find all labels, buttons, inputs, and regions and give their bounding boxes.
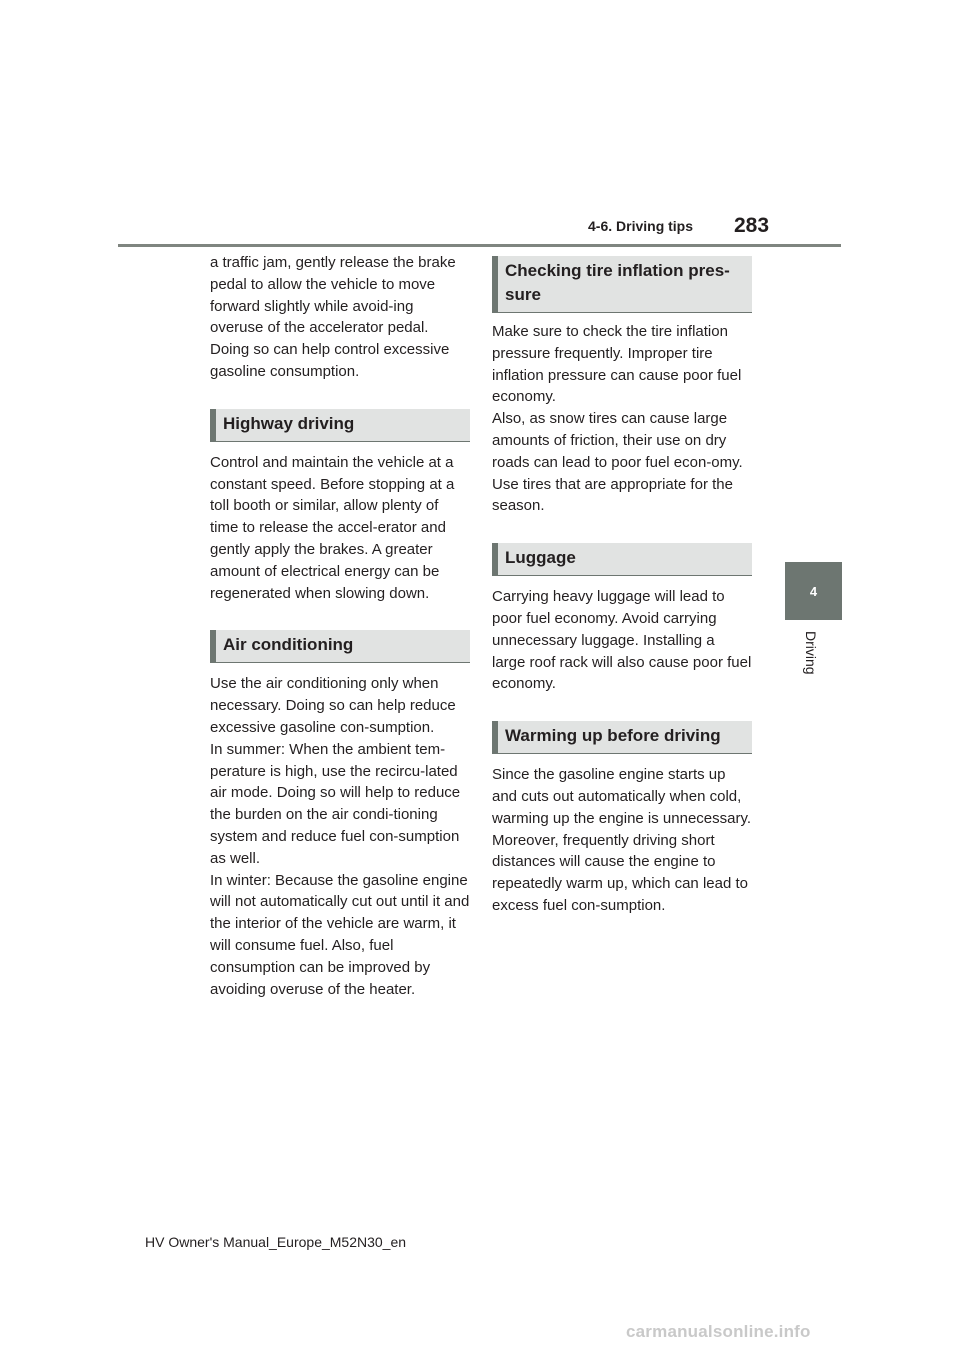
tire-paragraph-2: Also, as snow tires can cause large amounts of friction, their use on dry roads can lead to poor fuel econ-omy. Use tires that are appropriate for the season. [492,410,743,515]
right-column [492,252,752,917]
heading-warming-up: Warming up before driving [492,721,752,754]
warmup-paragraph: Since the gasoline engine starts up and cuts out automatically when cold, warming up the engine is unnecessary. Moreover, frequently driving short distances will cause the engine to repeatedly warm up, which can lead to excess fuel con-sumption. [492,766,752,914]
chapter-label: Driving [803,631,819,675]
heading-air-conditioning: Air conditioning [210,630,470,663]
ac-paragraph-2: In summer: When the ambient tem-perature is high, use the recircu-lated air mode. Doing so will help to reduce the burden on the air condi-tioning system and reduce fuel con-sumption as well. [210,740,461,867]
chapter-tab[interactable] [785,562,842,620]
heading-tire-inflation: Checking tire inflation pres-sure [492,256,752,313]
page-number: 283 [734,214,770,237]
luggage-paragraph: Carrying heavy luggage will lead to poor fuel economy. Avoid carrying unnecessary luggage. Installing a large roof rack will also cause poor fuel economy. [492,588,752,693]
heading-luggage: Luggage [492,543,752,576]
intro-paragraph: a traffic jam, gently release the brake pedal to allow the vehicle to move forward slightly while avoid-ing overuse of the accelerator pedal. Doing so can help control excessive gasoline consumption. [210,254,456,380]
ac-paragraph-1: Use the air conditioning only when necessary. Doing so can help reduce excessive gasoline con-sumption. [210,675,456,736]
tire-paragraph-1: Make sure to check the tire inflation pressure frequently. Improper tire inflation pressure can cause poor fuel economy. [492,323,742,406]
footer-manual-id: HV Owner's Manual_Europe_M52N30_en [145,1234,407,1250]
highway-paragraph: Control and maintain the vehicle at a constant speed. Before stopping at a toll booth or similar, allow plenty of time to release the accel-erator and gently apply the brakes. A greater amount of electrical energy can be regenerated when slowing down. [210,453,455,602]
left-column [210,252,470,1000]
ac-paragraph-3: In winter: Because the gasoline engine will not automatically cut out until it and the interior of the vehicle are warm, it will consume fuel. Also, fuel consumption can be improved by avoiding overuse of the heater. [210,871,470,998]
heading-highway-driving: Highway driving [210,409,470,442]
watermark-logo[interactable]: carmanualsonline.info [626,1322,811,1341]
section-title: 4-6. Driving tips [588,218,694,234]
header-divider [118,244,841,247]
chapter-number: 4 [809,583,818,599]
